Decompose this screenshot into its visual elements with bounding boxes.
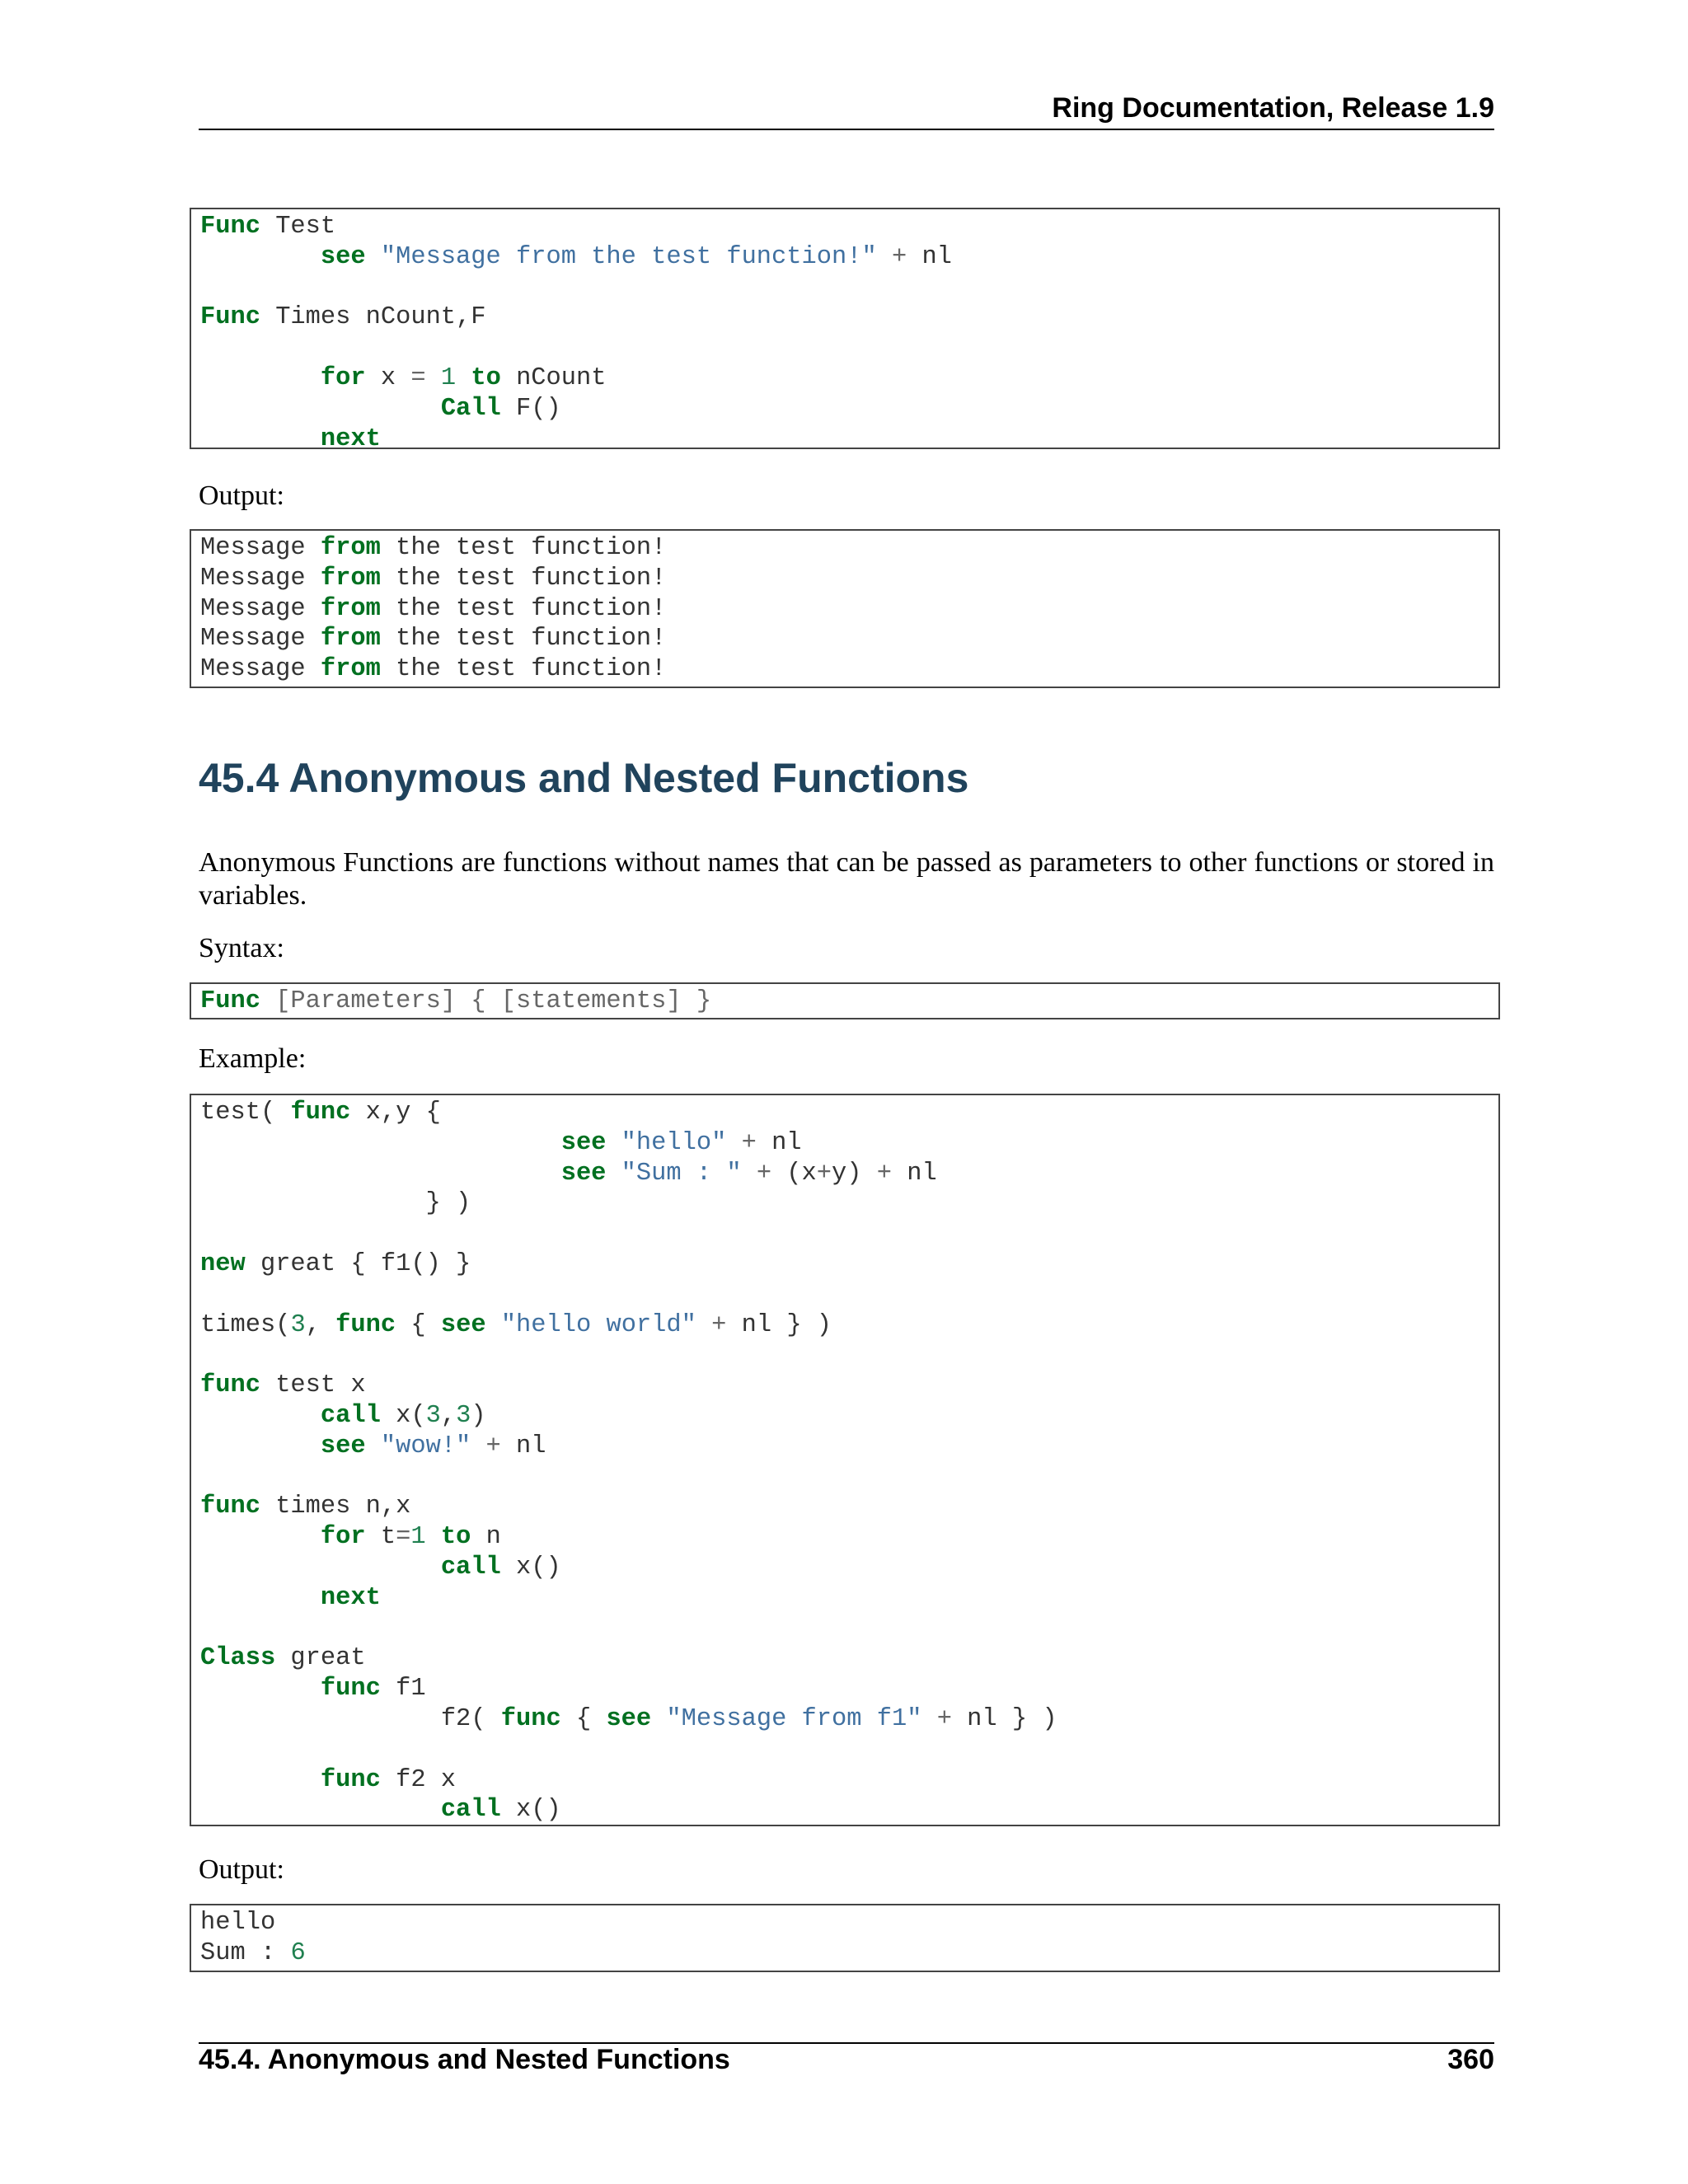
code-line: func times n,x [200, 1493, 411, 1521]
code-line-blank [200, 1219, 1498, 1249]
intro-paragraph: Anonymous Functions are functions without names that can be passed as parameters to other functions or stored in variables. [199, 847, 1494, 911]
code-line: call x() [440, 1553, 561, 1582]
code-line: Call F() [440, 394, 561, 423]
code-line: Func Times nCount,F [200, 303, 486, 332]
header-rule [199, 129, 1494, 130]
output-line: Message from the test function! [200, 594, 667, 623]
syntax-block [190, 982, 1500, 1019]
code-line: test( func x,y { [200, 1099, 441, 1127]
output-line: hello [200, 1909, 276, 1937]
code-line: new great { f1() } [200, 1249, 471, 1278]
output-line: Sum : 6 [200, 1938, 306, 1967]
output-block-sum [190, 1904, 1500, 1972]
code-line: times(3, func { see "hello world" + nl } ) [200, 1310, 832, 1339]
code-line-blank [200, 1735, 1498, 1765]
code-block-example [190, 1094, 1500, 1826]
section-heading: 45.4 Anonymous and Nested Functions [199, 755, 969, 801]
code-line-blank [200, 273, 1498, 303]
output-block-messages [190, 529, 1500, 688]
code-line: next [320, 424, 381, 449]
code-line: } ) [200, 1189, 471, 1218]
code-line: Class great [200, 1644, 366, 1673]
code-line: see "wow!" + nl [320, 1432, 546, 1460]
code-line: func test x [200, 1371, 366, 1400]
code-line: Func Test [200, 213, 336, 241]
running-header-title: Ring Documentation, Release 1.9 [1052, 92, 1494, 124]
code-line: call x(3,3) [320, 1401, 486, 1430]
code-line-blank [200, 1614, 1498, 1644]
footer-section-title: 45.4. Anonymous and Nested Functions [199, 2044, 730, 2075]
code-line: Func [Parameters] { [statements] } [200, 987, 712, 1015]
code-line: see "Message from the test function!" + nl [320, 242, 952, 271]
code-line: func f2 x [320, 1765, 457, 1794]
code-line-blank [200, 1462, 1498, 1493]
code-line: see "hello" + nl [560, 1128, 802, 1157]
example-label: Example: [199, 1043, 307, 1074]
code-line: func f1 [320, 1675, 426, 1704]
code-line: call x() [440, 1796, 561, 1825]
code-line-blank [200, 1280, 1498, 1310]
code-line-blank [200, 333, 1498, 363]
code-line: see "Sum : " + (x+y) + nl [560, 1159, 937, 1188]
code-line: f2( func { see "Message from f1" + nl } ) [440, 1704, 1057, 1733]
code-block-times [190, 208, 1500, 449]
output-line: Message from the test function! [200, 655, 667, 684]
output-label: Output: [199, 1854, 284, 1885]
code-line: for t=1 to n [320, 1523, 501, 1552]
output-line: Message from the test function! [200, 534, 667, 562]
syntax-label: Syntax: [199, 933, 284, 963]
output-line: Message from the test function! [200, 564, 667, 593]
code-line: next [320, 1583, 381, 1612]
code-line-blank [200, 1340, 1498, 1371]
output-label: Output: [199, 480, 284, 511]
output-line: Message from the test function! [200, 625, 667, 654]
footer-page-number: 360 [1447, 2044, 1494, 2075]
code-line: for x = 1 to nCount [320, 363, 607, 392]
